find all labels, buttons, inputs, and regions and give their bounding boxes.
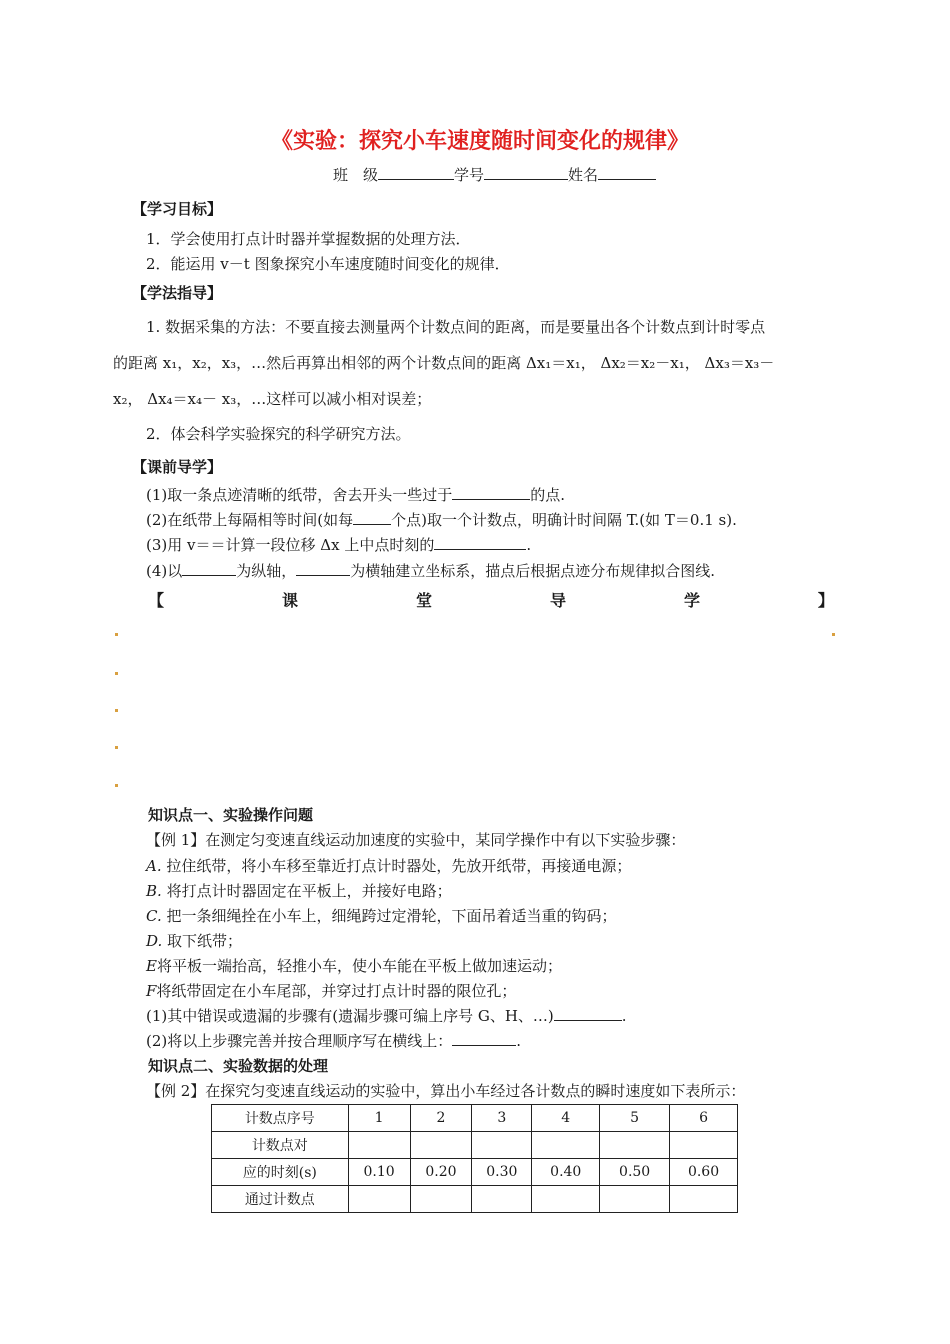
table-cell: 0.60 [670, 1159, 738, 1186]
knowledge-2-heading: 知识点二、实验数据的处理 [148, 1057, 329, 1075]
name-field[interactable] [598, 165, 656, 180]
question-2-tail: . [516, 1032, 522, 1050]
table-cell [532, 1186, 600, 1213]
table-cell: 4 [532, 1105, 600, 1132]
preview-item-4-mid: 为纵轴， [236, 562, 297, 580]
step-a-label: A. [146, 857, 162, 875]
classroom-heading-char: 】 [817, 591, 834, 610]
step-c-text: 把一条细绳拴在小车上，细绳跨过定滑轮，下面吊着适当重的钩码； [161, 907, 617, 925]
step-f-text: 将纸带固定在小车尾部，并穿过打点计时器的限位孔； [156, 982, 517, 1000]
preview-item-3-tail: . [526, 536, 532, 554]
table-row [212, 1159, 738, 1186]
method-para-1-line-1: 1. 数据采集的方法：不要直接去测量两个计数点间的距离，而是要量出各个计数点到计时零点 [146, 318, 766, 336]
preview-item-1 [146, 484, 565, 505]
method-heading: 【学法指导】 [132, 284, 223, 302]
number-field[interactable] [484, 165, 568, 180]
table-cell [472, 1132, 532, 1159]
goal-item-1: 1．学会使用打点计时器并掌握数据的处理方法． [146, 230, 471, 248]
table-cell: 0.50 [600, 1159, 670, 1186]
question-2 [146, 1030, 521, 1051]
question-1 [146, 1005, 627, 1026]
table-cell [472, 1186, 532, 1213]
class-label: 班 级 [333, 166, 379, 184]
classroom-heading-char: 导 [549, 591, 566, 610]
preview-item-4-text: (4)以 [146, 562, 183, 580]
question-1-blank[interactable] [554, 1006, 622, 1021]
table-cell: 1 [348, 1105, 410, 1132]
question-1-tail: . [621, 1007, 627, 1025]
margin-dot [115, 709, 118, 712]
table-cell [670, 1132, 738, 1159]
margin-dot [115, 746, 118, 749]
classroom-heading [148, 588, 834, 611]
goal-item-2: 2．能运用 v－t 图象探究小车速度随时间变化的规律． [146, 255, 510, 273]
table-cell [670, 1186, 738, 1213]
step-f [146, 980, 516, 1001]
step-a [146, 855, 631, 876]
table-cell: 0.10 [348, 1159, 410, 1186]
step-b [146, 880, 452, 901]
preview-item-2-tail: 个点)取一个计数点，明确计时间隔 T.(如 T＝0.1 s). [391, 511, 737, 529]
table-cell: 0.30 [472, 1159, 532, 1186]
table-cell: 通过计数点 [212, 1186, 349, 1213]
question-2-text: (2)将以上步骤完善并按合理顺序写在横线上： [146, 1032, 453, 1050]
step-c-label: C. [146, 907, 162, 925]
preview-item-3-text: (3)用 v＝＝计算一段位移 Δx 上中点时刻的 [146, 536, 435, 554]
classroom-heading-char: 学 [683, 591, 700, 610]
student-info-line [333, 164, 656, 185]
classroom-heading-char: 【 [148, 591, 165, 610]
step-c [146, 905, 617, 926]
table-cell: 应的时刻(s) [212, 1159, 349, 1186]
table-cell [348, 1132, 410, 1159]
step-e-text: 将平板一端抬高，轻推小车，使小车能在平板上做加速运动； [156, 957, 562, 975]
preview-heading: 【课前导学】 [132, 458, 223, 476]
preview-item-4-tail: 为横轴建立坐标系，描点后根据点迹分布规律拟合图线. [350, 562, 716, 580]
table-cell [348, 1186, 410, 1213]
table-cell [410, 1186, 472, 1213]
step-e-label: E [146, 957, 157, 975]
number-label: 学号 [454, 166, 485, 184]
preview-item-4-blank-1[interactable] [182, 561, 236, 576]
preview-item-3-blank[interactable] [434, 535, 526, 550]
step-b-text: 将打点计时器固定在平板上，并接好电路； [161, 882, 452, 900]
preview-item-1-tail: 的点. [530, 486, 566, 504]
preview-item-1-blank[interactable] [452, 485, 530, 500]
table-cell: 5 [600, 1105, 670, 1132]
table-cell [600, 1186, 670, 1213]
table-cell [532, 1132, 600, 1159]
question-1-text: (1)其中错误或遗漏的步骤有(遗漏步骤可编上序号 G、H、…) [146, 1007, 554, 1025]
step-f-label: F [146, 982, 157, 1000]
knowledge-1-heading: 知识点一、实验操作问题 [148, 806, 314, 824]
margin-dot [115, 672, 118, 675]
step-d-text: 取下纸带； [162, 932, 243, 950]
example-1-text: 【例 1】在测定匀变速直线运动加速度的实验中，某同学操作中有以下实验步骤： [146, 831, 686, 849]
goals-heading: 【学习目标】 [132, 200, 223, 218]
step-a-text: 拉住纸带，将小车移至靠近打点计时器处，先放开纸带，再接通电源； [161, 857, 632, 875]
preview-item-2-text: (2)在纸带上每隔相等时间(如每 [146, 511, 354, 529]
preview-item-2 [146, 509, 737, 530]
table-cell: 6 [670, 1105, 738, 1132]
preview-item-4 [146, 560, 715, 581]
table-row [212, 1186, 738, 1213]
table-cell: 计数点序号 [212, 1105, 349, 1132]
step-b-label: B. [146, 882, 162, 900]
table-row [212, 1105, 738, 1132]
margin-dot [115, 633, 118, 636]
table-cell [600, 1132, 670, 1159]
table-cell: 3 [472, 1105, 532, 1132]
table-cell: 计数点对 [212, 1132, 349, 1159]
table-cell: 2 [410, 1105, 472, 1132]
example-2-text: 【例 2】在探究匀变速直线运动的实验中，算出小车经过各计数点的瞬时速度如下表所示： [146, 1082, 746, 1100]
name-label: 姓名 [568, 166, 599, 184]
preview-item-1-text: (1)取一条点迹清晰的纸带，舍去开头一些过于 [146, 486, 453, 504]
class-field[interactable] [378, 165, 454, 180]
classroom-heading-char: 堂 [415, 591, 432, 610]
step-e [146, 955, 562, 976]
question-2-blank[interactable] [452, 1031, 516, 1046]
margin-dot [832, 633, 835, 636]
margin-dot [115, 784, 118, 787]
velocity-table [211, 1104, 738, 1213]
preview-item-3 [146, 534, 531, 555]
step-d [146, 930, 242, 951]
method-para-1-line-2: 的距离 x₁，x₂，x₃，…然后再算出相邻的两个计数点间的距离 Δx₁＝x₁， Δx₂＝x₂－x₁， Δx₃＝x₃－ [113, 354, 775, 372]
preview-item-4-blank-2[interactable] [296, 561, 350, 576]
page-title: 《实验：探究小车速度随时间变化的规律》 [271, 129, 690, 154]
method-para-1-line-3: x₂， Δx₄＝x₄－ x₃，…这样可以减小相对误差； [113, 390, 432, 408]
step-d-label: D. [146, 932, 163, 950]
preview-item-2-blank[interactable] [353, 510, 391, 525]
table-row [212, 1132, 738, 1159]
classroom-heading-char: 课 [281, 591, 298, 610]
method-para-2: 2．体会科学实验探究的科学研究方法。 [146, 425, 411, 443]
table-cell [410, 1132, 472, 1159]
table-cell: 0.40 [532, 1159, 600, 1186]
table-cell: 0.20 [410, 1159, 472, 1186]
